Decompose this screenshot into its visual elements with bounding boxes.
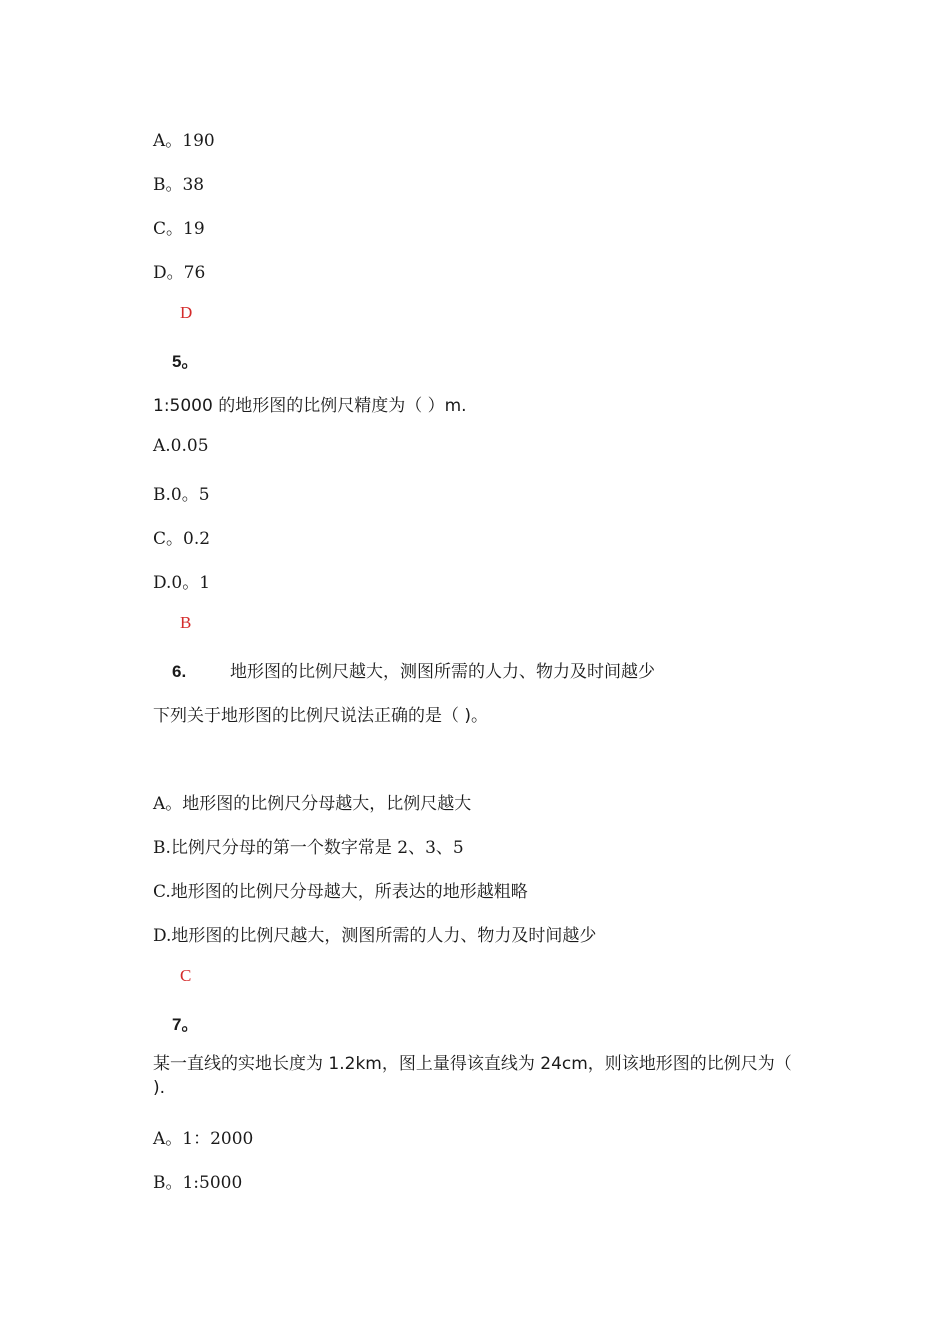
q6-option-d: D.地形图的比例尺越大，测图所需的人力、物力及时间越少	[153, 926, 597, 946]
q6-header	[172, 657, 655, 682]
q4-answer: D	[180, 303, 193, 322]
q4-option-d: D。76	[153, 263, 206, 283]
q5-stem: 1:5000 的地形图的比例尺精度为（ ）m.	[153, 396, 467, 416]
q7-stem: 某一直线的实地长度为 1.2km，图上量得该直线为 24cm，则该地形图的比例尺为（ ).	[153, 1054, 792, 1098]
q7-option-b: B。1:5000	[153, 1173, 243, 1193]
q7-number: 7。	[172, 1015, 199, 1034]
q7-option-a: A。1：2000	[153, 1129, 254, 1149]
q5-answer: B	[180, 613, 192, 632]
q5-option-d: D.0。1	[153, 573, 211, 593]
q4-option-c: C。19	[153, 219, 205, 239]
q4-option-b: B。38	[153, 175, 205, 195]
q4-option-a: A。190	[153, 131, 215, 151]
q6-header-text: 地形图的比例尺越大，测图所需的人力、物力及时间越少	[230, 662, 655, 682]
q6-option-a: A。地形图的比例尺分母越大，比例尺越大	[153, 794, 472, 814]
q6-stem: 下列关于地形图的比例尺说法正确的是（ )。	[153, 706, 489, 726]
q6-number: 6.	[172, 662, 187, 681]
q6-option-c: C.地形图的比例尺分母越大，所表达的地形越粗略	[153, 882, 528, 902]
q6-answer: C	[180, 966, 192, 985]
q6-option-b: B.比例尺分母的第一个数字常是 2、3、5	[153, 838, 464, 858]
q5-option-c: C。0.2	[153, 529, 211, 549]
q5-number: 5。	[172, 352, 199, 371]
q5-option-a: A.0.05	[153, 436, 209, 456]
q5-option-b: B.0。5	[153, 485, 210, 505]
